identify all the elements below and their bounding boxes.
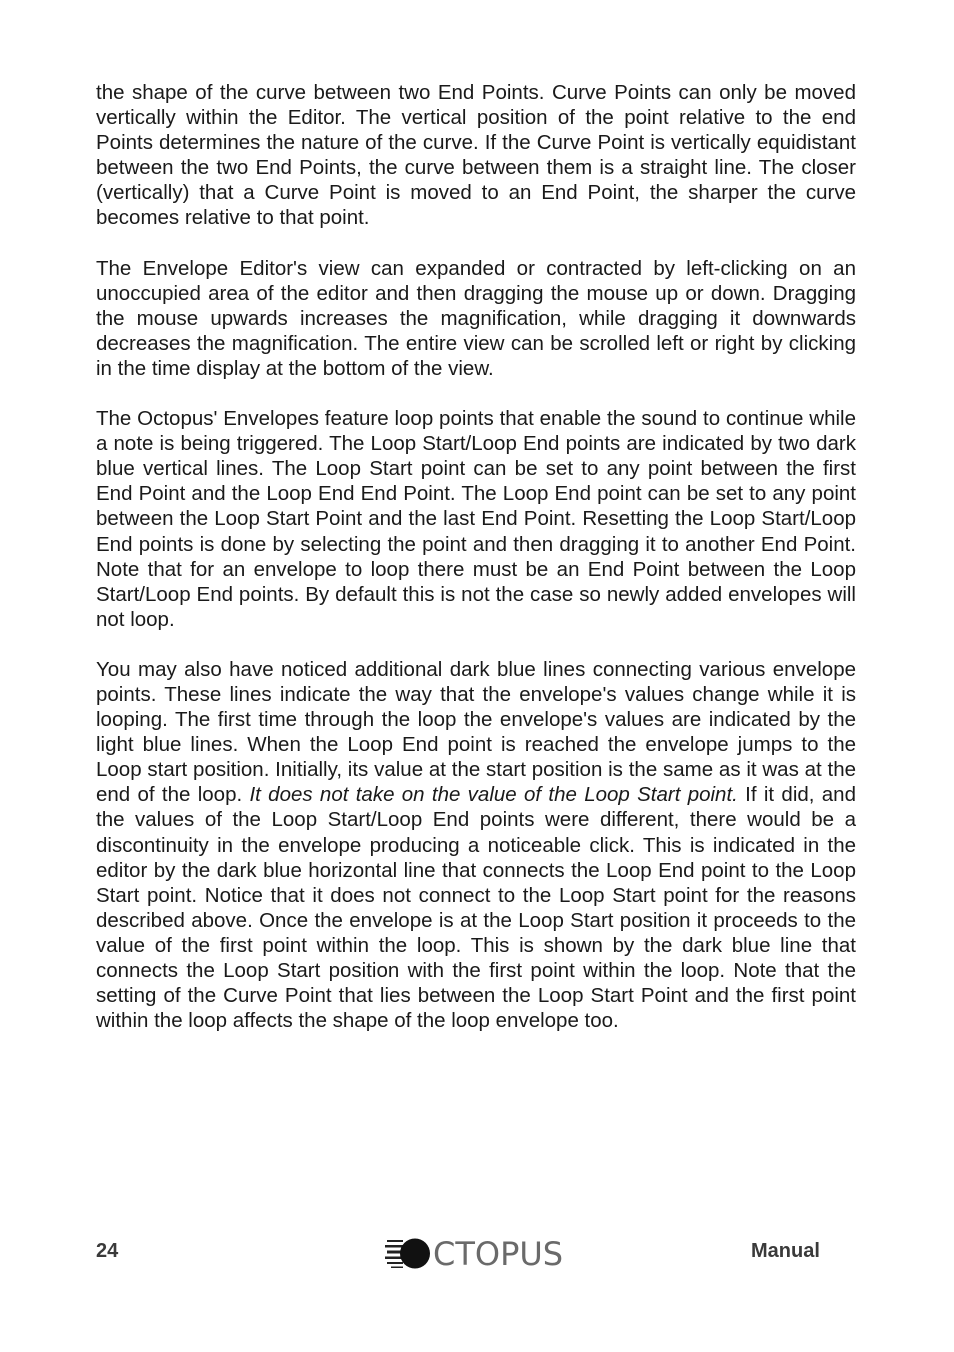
paragraph-2: The Envelope Editor's view can expanded or contracted by left-clicking on an unoccupied area of the editor and then dragging the mouse up or down. Dragging the mouse upwards increases the magnification, while dragging it downwards decreases the magnification. The entire view can be scrolled left or right by clicking in the time display at the bottom of the view. <box>96 256 856 380</box>
octopus-logo-icon <box>385 1236 433 1272</box>
paragraph-4 <box>96 657 856 1033</box>
logo-wordmark: CTOPUS <box>433 1235 564 1273</box>
manual-label: Manual <box>751 1240 820 1262</box>
paragraph-1: the shape of the curve between two End Points. Curve Points can only be moved vertically within the Editor. The vertical position of the point relative to the end Points determines the nature of the curve. If the Curve Point is vertically equidistant between the two End Points, the curve between them is a straight line. The closer (vertically) that a Curve Point is moved to an End Point, the sharper the curve becomes relative to that point. <box>96 81 856 230</box>
octopus-logo <box>385 1234 575 1274</box>
page-body <box>96 80 856 1058</box>
paragraph-4-text-a: You may also have noticed additional dark blue lines connecting various envelope points. These lines indicate the way that the envelope's values change while it is looping. The first time through the loop the envelope's values are indicated by the light blue lines. When the Loop End point is reached the envelope jumps to the Loop start position. Initially, its value at the start position is the same as it was at the end of the loop. <box>96 657 856 807</box>
paragraph-3: The Octopus' Envelopes feature loop points that enable the sound to continue while a note is being triggered. The Loop Start/Loop End points are indicated by two dark blue vertical lines. The Loop Start point can be set to any point between the first End Point and the Loop End End Point. The Loop End point can be set to any point between the Loop Start Point and the last End Point. Resetting the Loop Start/Loop End points is done by selecting the point and then dragging it to another End Point. Note that for an envelope to loop there must be an End Point between the Loop Start/Loop End points. By default this is not the case so newly added envelopes will not loop. <box>96 407 856 631</box>
paragraph-4-text-b: If it did, and the values of the Loop Start/Loop End points were different, there would be a discontinuity in the envelope producing a noticeable click. This is indicated in the editor by the dark blue horizontal line that connects the Loop End point to the Loop Start point. Notice that it does not connect to the Loop Start point for the reasons described above. Once the envelope is at the Loop Start position it proceeds to the value of the first point within the loop. This is shown by the dark blue line that connects the Loop Start position with the first point within the loop. Note that the setting of the Curve Point that lies between the Loop Start Point and the first point within the loop affects the shape of the loop envelope too. <box>96 783 856 1033</box>
page-footer <box>0 1230 954 1280</box>
paragraph-4-italic: It does not take on the value of the Loop Start point. <box>249 783 738 807</box>
page-number: 24 <box>96 1240 119 1262</box>
